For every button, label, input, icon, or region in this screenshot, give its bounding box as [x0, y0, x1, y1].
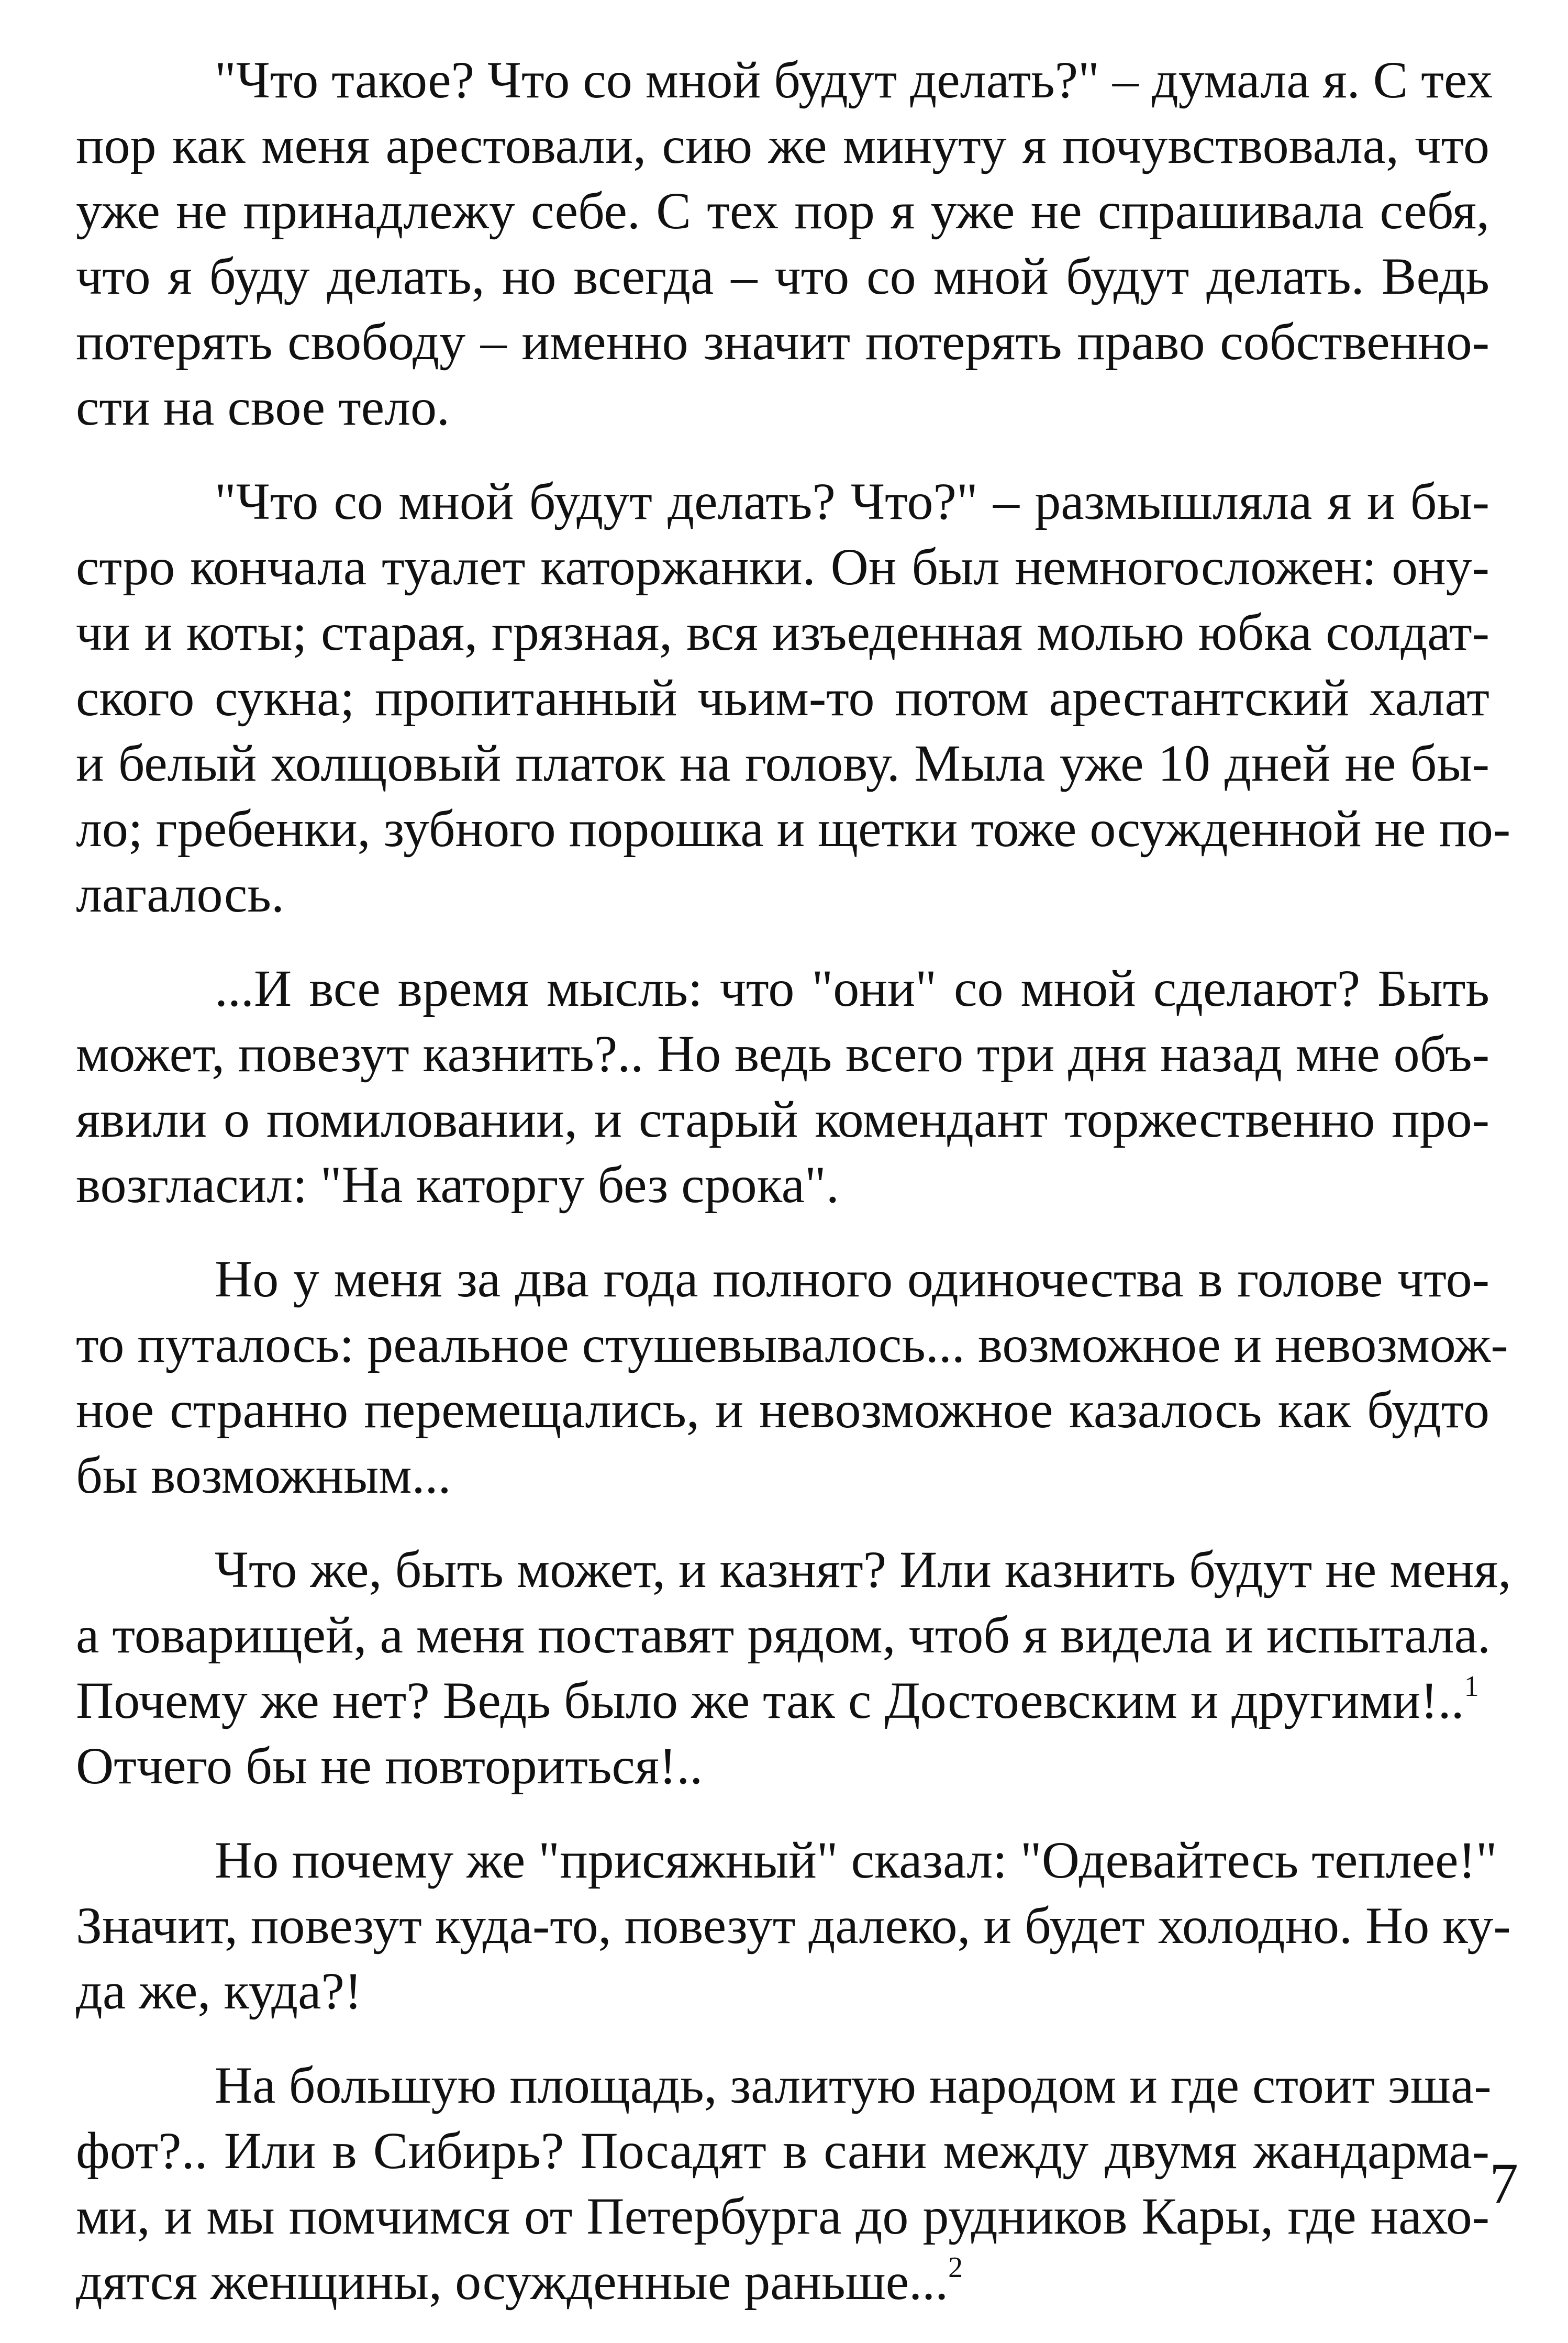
page-number: 7 — [1489, 2151, 1518, 2215]
text-line: Но почему же "присяжный" сказал: "Одевайтесь теплее!" — [215, 1831, 1497, 1889]
text-line: и белый холщовый платок на голову. Мыла уже 10 дней не бы- — [76, 734, 1489, 792]
text-line: что я буду делать, но всегда – что со мной будут делать. Ведь — [76, 247, 1489, 305]
text-line: Отчего бы не повториться!.. — [76, 1737, 703, 1795]
text-line: да же, куда?! — [76, 1962, 362, 2020]
text-line: ского сукна; пропитанный чьим-то потом арестантский халат — [76, 669, 1489, 727]
text-line: ...И все время мысль: что "они" со мной сделают? Быть — [215, 959, 1489, 1017]
text-line: Значит, повезут куда-то, повезут далеко, и будет холодно. Но ку- — [76, 1896, 1511, 1955]
page-body — [76, 47, 1511, 2343]
text-line: ми, и мы помчимся от Петербурга до рудников Кары, где нахо- — [76, 2187, 1489, 2245]
footnote-marker: 2 — [948, 2251, 963, 2284]
text-line — [76, 2249, 1489, 2314]
text-line: "Что со мной будут делать? Что?" – размышляла я и бы- — [215, 472, 1489, 530]
text-line-content: дятся женщины, осужденные раньше... — [76, 2252, 949, 2311]
text-line: уже не принадлежу себе. С тех пор я уже не спрашивала себя, — [76, 182, 1489, 240]
paragraph — [76, 956, 1489, 1217]
text-line-content: Почему же нет? Ведь было же так с Достоевским и другими!.. — [76, 1671, 1464, 1729]
paragraph — [76, 1246, 1508, 1508]
text-line: явили о помиловании, и старый комендант торжественно про- — [76, 1090, 1489, 1148]
text-line: фот?.. Или в Сибирь? Посадят в сани между двумя жандарма- — [76, 2122, 1489, 2180]
text-line: потерять свободу – именно значит потерять право собственно- — [76, 313, 1489, 371]
text-line: Что же, быть может, и казнят? Или казнить будут не меня, — [215, 1540, 1511, 1598]
text-line: стро кончала туалет каторжанки. Он был немногосложен: ону- — [76, 538, 1489, 596]
text-line: ло; гребенки, зубного порошка и щетки тоже осужденной не по- — [76, 799, 1511, 858]
text-line: сти на свое тело. — [76, 378, 450, 436]
text-line: На большую площадь, залитую народом и где стоит эша- — [215, 2056, 1492, 2114]
paragraph — [76, 2052, 1492, 2314]
text-line: пор как меня арестовали, сию же минуту я почувствовала, что — [76, 116, 1489, 174]
paragraph — [76, 1827, 1511, 2024]
text-line: возгласил: "На каторгу без срока". — [76, 1156, 839, 1214]
paragraph — [76, 47, 1493, 440]
text-line: бы возможным... — [76, 1446, 451, 1504]
text-line: может, повезут казнить?.. Но ведь всего три дня назад мне объ- — [76, 1025, 1489, 1083]
text-line: Но у меня за два года полного одиночества в голове что- — [215, 1250, 1489, 1308]
text-line: лагалось. — [76, 865, 284, 923]
footnote-marker: 1 — [1464, 1670, 1479, 1703]
paragraph — [76, 1537, 1511, 1798]
paragraph — [76, 469, 1511, 927]
text-line — [76, 1668, 1489, 1733]
text-line: "Что такое? Что со мной будут делать?" – думала я. С тех — [215, 51, 1493, 109]
text-line: чи и коты; старая, грязная, вся изъеденная молью юбка солдат- — [76, 603, 1489, 661]
text-line: а товарищей, а меня поставят рядом, чтоб я видела и испытала. — [76, 1606, 1491, 1664]
text-line: то путалось: реальное стушевывалось... возможное и невозмож- — [76, 1315, 1508, 1373]
text-line: ное странно перемещались, и невозможное казалось как будто — [76, 1381, 1489, 1439]
